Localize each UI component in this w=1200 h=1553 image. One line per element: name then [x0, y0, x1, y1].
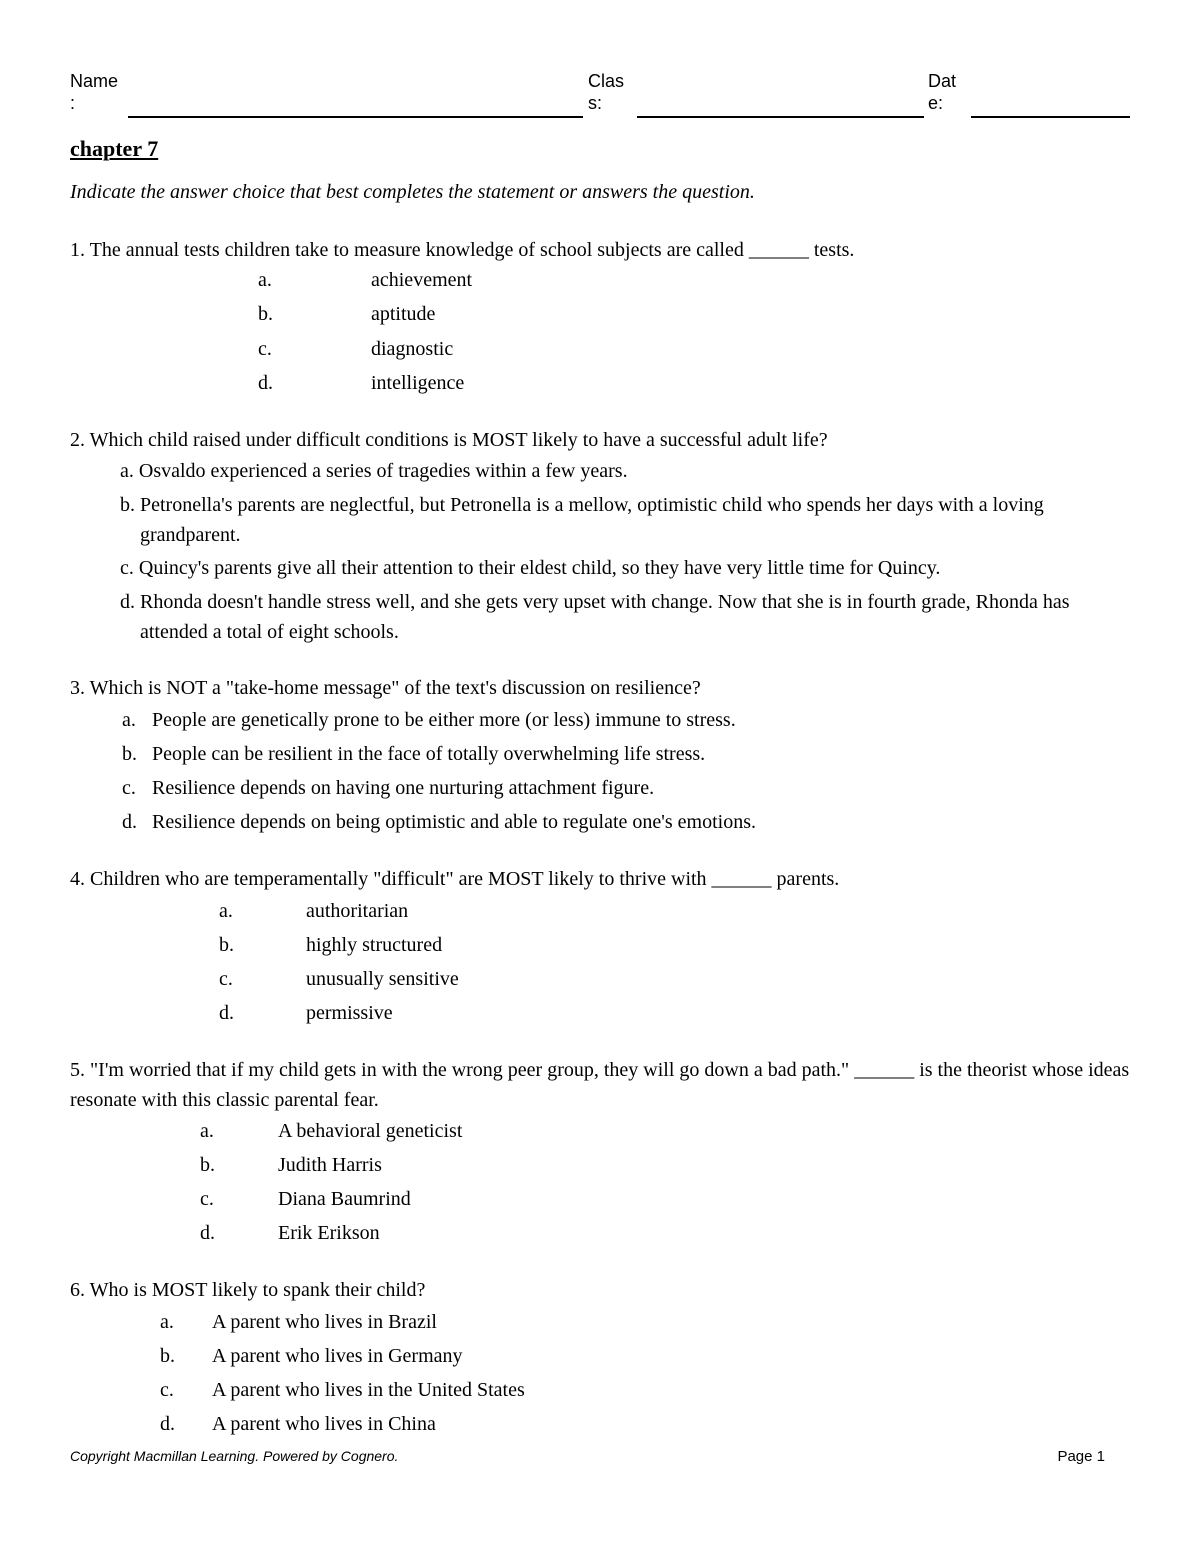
page-number: Page 1	[1057, 1448, 1105, 1465]
date-label: Dat e:	[928, 71, 957, 113]
question-5-text: 5. "I'm worried that if my child gets in with the wrong peer group, they will go down a bad path." ______ is the theorist whose ideas resonate with this classic parental fear.	[70, 1059, 1130, 1111]
instructions: Indicate the answer choice that best completes the statement or answers the question.	[70, 181, 755, 203]
question-4-text: 4. Children who are temperamentally "difficult" are MOST likely to thrive with ______ parents.	[70, 868, 840, 890]
copyright-footer: Copyright Macmillan Learning. Powered by Cognero.	[70, 1448, 399, 1464]
question-3-text: 3. Which is NOT a "take-home message" of the text's discussion on resilience?	[70, 677, 701, 699]
page-title: chapter 7	[70, 136, 159, 161]
class-label: Clas s:	[588, 71, 625, 113]
question-6-text: 6. Who is MOST likely to spank their child?	[70, 1279, 426, 1301]
question-2-text: 2. Which child raised under difficult conditions is MOST likely to have a successful adult life?	[70, 429, 828, 451]
name-field-line[interactable]	[128, 116, 583, 118]
class-field-line[interactable]	[637, 116, 924, 118]
question-1-text: 1. The annual tests children take to measure knowledge of school subjects are called ______ tests.	[70, 239, 855, 261]
date-field-line[interactable]	[971, 116, 1130, 118]
question-2-option-d[interactable]: d. Rhonda doesn't handle stress well, and she gets very upset with change. Now that she is in fourth grade, Rhonda has attended a total of eight schools.	[120, 591, 1070, 643]
name-label: Name :	[70, 71, 119, 113]
question-2-option-a[interactable]: a. Osvaldo experienced a series of tragedies within a few years.	[120, 460, 628, 482]
question-2-option-c[interactable]: c. Quincy's parents give all their attention to their eldest child, so they have very little time for Quincy.	[120, 557, 941, 579]
question-2-option-b[interactable]: b. Petronella's parents are neglectful, but Petronella is a mellow, optimistic child who spends her days with a loving grandparent.	[120, 494, 1044, 546]
